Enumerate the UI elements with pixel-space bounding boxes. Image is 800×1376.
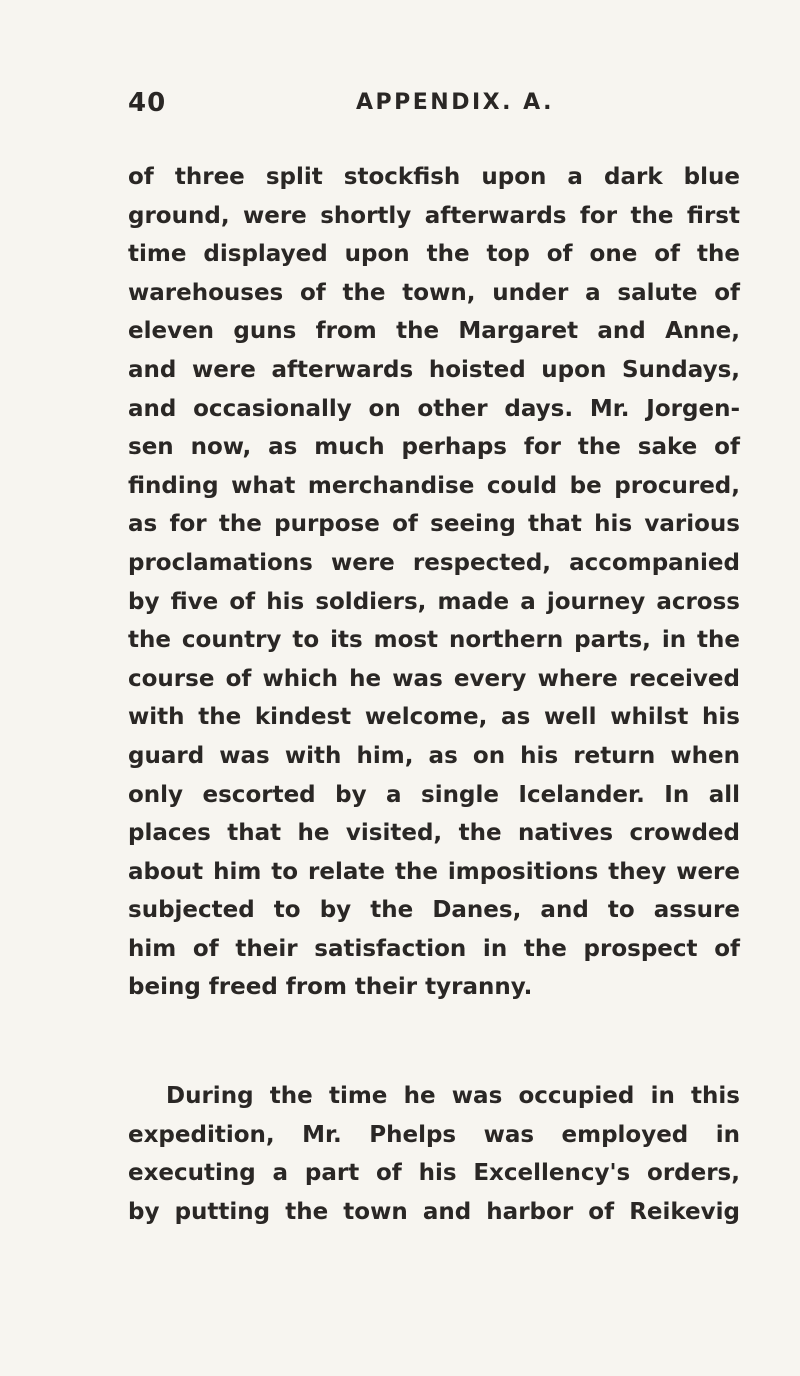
text-line: with the kindest welcome, as well whilst his bbox=[128, 704, 740, 731]
text-line: only escorted by a single Icelander. In all bbox=[128, 781, 740, 808]
text-line: and occasionally on other days. Mr. Jorgen- bbox=[128, 395, 740, 422]
text-line: expedition, Mr. Phelps was employed in bbox=[128, 1121, 740, 1148]
section-title: APPENDIX. A. bbox=[356, 90, 554, 115]
text-line: of three split stockfish upon a dark blue bbox=[128, 164, 740, 190]
text-line: proclamations were respected, accompanied bbox=[128, 549, 740, 576]
text-line: by five of his soldiers, made a journey across bbox=[128, 588, 740, 615]
running-head bbox=[128, 88, 716, 128]
text-line: finding what merchandise could be procured, bbox=[128, 472, 740, 499]
text-line: about him to relate the impositions they were bbox=[128, 858, 740, 885]
text-line: the country to its most northern parts, in the bbox=[128, 627, 740, 654]
text-line: subjected to by the Danes, and to assure bbox=[128, 897, 740, 924]
paragraph bbox=[128, 158, 740, 1007]
text-line: During the time he was occupied in this bbox=[166, 1083, 740, 1109]
text-line: as for the purpose of seeing that his various bbox=[128, 511, 740, 538]
text-line: course of which he was every where received bbox=[128, 665, 740, 692]
text-line: and were afterwards hoisted upon Sundays, bbox=[128, 356, 740, 383]
text-line: eleven guns from the Margaret and Anne, bbox=[128, 318, 740, 345]
text-line: by putting the town and harbor of Reikevig bbox=[128, 1198, 740, 1225]
text-line: him of their satisfaction in the prospect of bbox=[128, 935, 740, 962]
text-line: sen now, as much perhaps for the sake of bbox=[128, 434, 740, 461]
text-line: places that he visited, the natives crowded bbox=[128, 820, 740, 847]
text-line: time displayed upon the top of one of the bbox=[128, 241, 740, 268]
paragraph bbox=[128, 1077, 740, 1231]
text-line: executing a part of his Excellency's orders, bbox=[128, 1160, 740, 1187]
text-line: being freed from their tyranny. bbox=[128, 974, 533, 1001]
page-number: 40 bbox=[128, 88, 167, 118]
text-line: ground, were shortly afterwards for the first bbox=[128, 202, 740, 229]
text-line: guard was with him, as on his return when bbox=[128, 742, 740, 769]
text-line: warehouses of the town, under a salute of bbox=[128, 279, 740, 306]
